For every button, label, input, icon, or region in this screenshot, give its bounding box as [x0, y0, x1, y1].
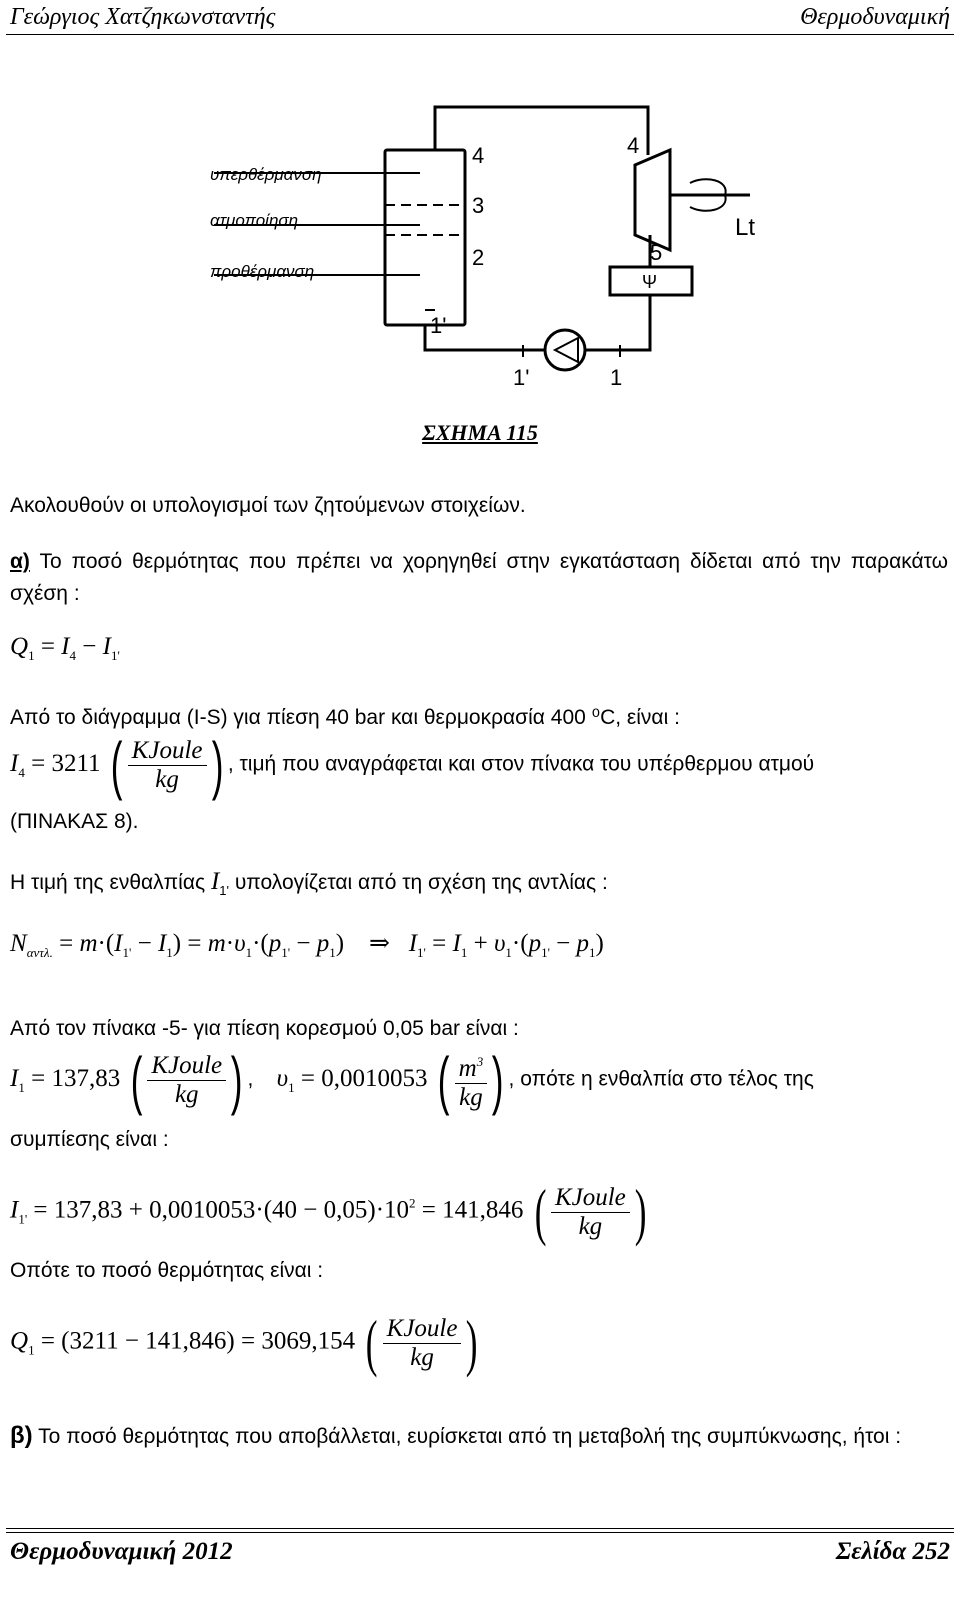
heat-line: Οπότε το ποσό θερμότητας είναι : [10, 1259, 324, 1282]
equation-pump: $N_{\alpha\nu\tau\lambda.} = m\cdot(I_{1'} - I_1) = m\cdot\upsilon_1\cdot(p_{1'} - p_1)$ ⇒ $I_{1'} = I_1 + \upsilon_1\cdot(p_{1'} - p_1)$ [10, 930, 604, 960]
part-a-label: α) [10, 550, 30, 573]
equation-q1-result: $Q_1 = (3211 - 141,846) = 3069,154$ ( $\frac{\text{KJoule}}{kg}$ ) [10, 1307, 479, 1378]
diagram-line: Από το διάγραμμα (I-S) για πίεση 40 bar και θερμοκρασία 400 ⁰C, είναι : [10, 706, 680, 729]
pipe-top [435, 107, 648, 155]
boiler-vessel [385, 150, 465, 325]
label-work: Lt [735, 214, 756, 241]
pipe-right-bottom [585, 295, 650, 350]
table-ref: (ΠΙΝΑΚΑΣ 8). [10, 810, 139, 833]
enthalpy-intro: Η τιμή της ενθαλπίας $I_{1'}$ υπολογίζεται από τη σχέση της αντλίας : [10, 868, 608, 898]
label-point-1prime-pump: 1' [513, 365, 530, 390]
label-point-1-pump: 1 [610, 365, 623, 390]
rankine-cycle-diagram [190, 95, 810, 415]
part-a-paragraph [10, 546, 948, 610]
equation-q1: $Q_1 = I_4 - I_{1'}$ [10, 633, 120, 663]
i4-comment: , τιμή που αναγράφεται και στον πίνακα του υπέρθερμου ατμού [227, 752, 815, 776]
footer-divider [6, 1528, 954, 1529]
label-evaporation: ατμοποίηση [210, 211, 299, 230]
unit-fraction: $\frac{\text{KJoule}}{kg}$ [128, 737, 207, 794]
label-point-4-turbine: 4 [627, 133, 640, 158]
i4-value: 3211 [51, 749, 101, 777]
label-point-3: 3 [472, 193, 485, 218]
header-subject: Θερμοδυναμική [800, 4, 950, 30]
footer-title: Θερμοδυναμική 2012 [10, 1538, 233, 1565]
label-psi: Ψ [642, 272, 658, 292]
label-preheating: προθέρμανση [210, 262, 315, 281]
equation-i4: $I_4 = 3211$ ( $\frac{\text{KJoule}}{kg}$ ) , τιμή που αναγράφεται και στον πίνακα του υπέρθερμου ατμού [10, 729, 815, 801]
part-a-text: Το ποσό θερμότητας που πρέπει να χορηγηθεί στην εγκατάσταση δίδεται από την παρακάτω σχέση : [10, 550, 948, 605]
part-b-text: Το ποσό θερμότητας που αποβάλλεται, ευρίσκεται από τη μεταβολή της συμπύκνωσης, ήτοι : [32, 1425, 902, 1448]
intro-paragraph: Ακολουθούν οι υπολογισμοί των ζητούμενων στοιχείων. [10, 494, 526, 517]
table5-line: Από τον πίνακα -5- για πίεση κορεσμού 0,05 bar είναι : [10, 1017, 519, 1040]
label-point-4-boiler: 4 [472, 143, 485, 168]
part-b-label: β) [10, 1422, 33, 1449]
footer-page-number: Σελίδα 252 [835, 1538, 950, 1565]
equation-i1prime: $I_{1'} = 137,83 + 0,0010053\cdot(40 - 0,05)\cdot 10^2 = 141,846$ ( $\frac{\text{KJoule}}{kg}$ ) [10, 1176, 647, 1247]
header-author: Γεώργιος Χατζηκωνσταντής [10, 4, 276, 30]
label-point-1prime-boiler: 1' [430, 313, 447, 338]
turbine [635, 150, 670, 250]
label-point-5: 5 [650, 240, 663, 265]
label-superheating: υπερθέρμανση [210, 165, 322, 184]
label-point-2: 2 [472, 245, 485, 270]
figure-caption: ΣΧΗΜΑ 115 [422, 420, 538, 445]
header-divider [6, 34, 954, 35]
compression-end: συμπίεσης είναι : [10, 1128, 169, 1151]
part-b-paragraph [10, 1420, 948, 1453]
footer-divider-thin [6, 1532, 954, 1533]
equation-i1-v1: $I_1 = 137,83$ ( $\frac{\text{KJoule}}{kg}$ ) , $\upsilon_1 = 0,0010053$ ( $\frac{m^3}{kg}$ ) , οπότε η ενθαλπία στο τέλος της [10, 1044, 814, 1116]
